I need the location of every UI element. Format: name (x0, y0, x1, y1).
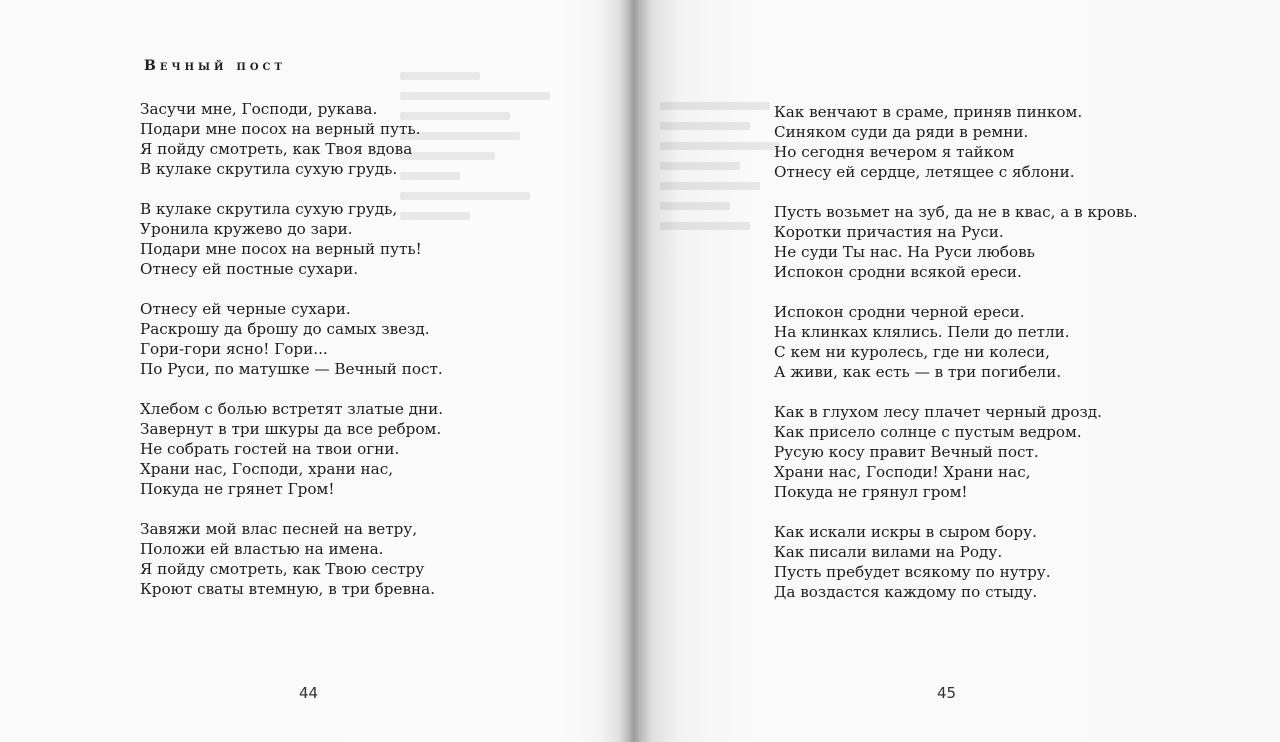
poem-line: Храни нас, Господи, храни нас, (140, 460, 394, 478)
poem-line: Как венчают в сраме, приняв пинком. (774, 103, 1083, 121)
poem-line: Отнесу ей постные сухари. (140, 260, 359, 278)
stanza (140, 399, 443, 499)
poem-line: На клинках клялись. Пели до петли. (774, 323, 1070, 341)
stanza (774, 302, 1138, 382)
poem-line: Завяжи мой влас песней на ветру, (140, 520, 418, 538)
stanza (140, 199, 443, 279)
poem-line: Уронила кружево до зари. (140, 220, 353, 238)
poem-line: Как в глухом лесу плачет черный дрозд. (774, 403, 1102, 421)
poem-line: Пусть пребудет всякому по нутру. (774, 563, 1051, 581)
poem-line: Не собрать гостей на твои огни. (140, 440, 400, 458)
poem-line: Положи ей властью на имена. (140, 540, 384, 558)
poem-title: Вечный пост (144, 58, 286, 74)
page-number-right: 45 (937, 684, 957, 702)
poem-line: Да воздастся каждому по стыду. (774, 583, 1038, 601)
poem-line: Храни нас, Господи! Храни нас, (774, 463, 1031, 481)
poem-line: Отнесу ей сердце, летящее с яблони. (774, 163, 1075, 181)
poem-line: С кем ни куролесь, где ни колеси, (774, 343, 1050, 361)
poem-line: Засучи мне, Господи, рукава. (140, 100, 378, 118)
poem-line: Пусть возьмет на зуб, да не в квас, а в кровь. (774, 203, 1138, 221)
poem-line: Испокон сродни всякой ереси. (774, 263, 1022, 281)
poem-line: В кулаке скрутила сухую грудь. (140, 160, 398, 178)
stanza (774, 102, 1138, 182)
poem-line: Но сегодня вечером я тайком (774, 143, 1015, 161)
stanza (140, 519, 443, 599)
page-number-left: 44 (299, 684, 319, 702)
left-page (0, 0, 620, 742)
poem-line: Русую косу правит Вечный пост. (774, 443, 1039, 461)
right-page (640, 0, 1280, 742)
poem-line: Как писали вилами на Роду. (774, 543, 1003, 561)
poem-line: Гори-гори ясно! Гори... (140, 340, 328, 358)
poem-line: В кулаке скрутила сухую грудь, (140, 200, 398, 218)
poem-line: Испокон сродни черной ереси. (774, 303, 1025, 321)
stanza (140, 99, 443, 179)
poem-line: Завернут в три шкуры да все ребром. (140, 420, 442, 438)
stanza (774, 402, 1138, 502)
poem-line: Покуда не грянул гром! (774, 483, 968, 501)
poem-line: Не суди Ты нас. На Руси любовь (774, 243, 1035, 261)
poem-line: Подари мне посох на верный путь! (140, 240, 422, 258)
poem-body-right (774, 102, 1138, 622)
poem-line: Я пойду смотреть, как Твоя вдова (140, 140, 413, 158)
poem-line: Коротки причастия на Руси. (774, 223, 1004, 241)
poem-line: Как присело солнце с пустым ведром. (774, 423, 1082, 441)
poem-line: А живи, как есть — в три погибели. (774, 363, 1062, 381)
bleed-through-text (660, 96, 780, 236)
poem-line: Раскрошу да брошу до самых звезд. (140, 320, 430, 338)
poem-line: Я пойду смотреть, как Твою сестру (140, 560, 425, 578)
poem-line: Хлебом с болью встретят златые дни. (140, 400, 444, 418)
poem-line: Синяком суди да ряди в ремни. (774, 123, 1029, 141)
stanza (140, 299, 443, 379)
stanza (774, 202, 1138, 282)
poem-line: По Руси, по матушке — Вечный пост. (140, 360, 443, 378)
poem-line: Отнесу ей черные сухари. (140, 300, 351, 318)
poem-body-left (140, 99, 443, 619)
poem-line: Как искали искры в сыром бору. (774, 523, 1037, 541)
stanza (774, 522, 1138, 602)
poem-line: Покуда не грянет Гром! (140, 480, 335, 498)
poem-line: Кроют сваты втемную, в три бревна. (140, 580, 436, 598)
poem-line: Подари мне посох на верный путь. (140, 120, 421, 138)
